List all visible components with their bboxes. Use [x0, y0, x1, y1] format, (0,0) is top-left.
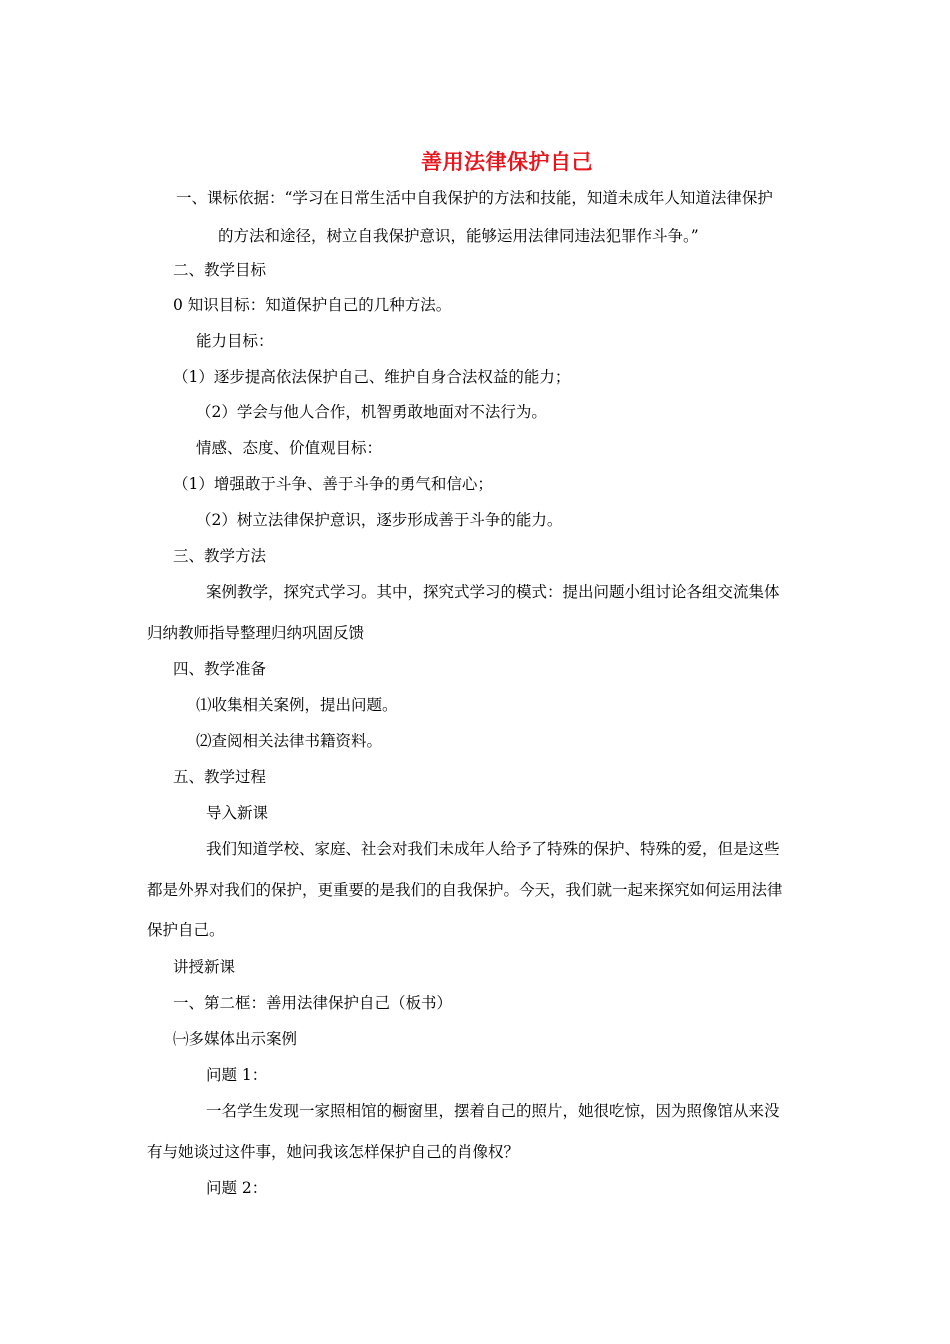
text-line: 问题 2： [206, 1179, 268, 1197]
text-line: 都是外界对我们的保护，更重要的是我们的自我保护。今天，我们就一起来探究如何运用法律 [147, 881, 783, 899]
text-line: 保护自己。 [147, 921, 225, 939]
text-line: 讲授新课 [173, 958, 236, 976]
text-line: 案例教学，探究式学习。其中，探究式学习的模式：提出问题小组讨论各组交流集体 [206, 583, 780, 601]
section-heading: 二、教学目标 [173, 261, 267, 279]
text-line: ⑵查阅相关法律书籍资料。 [196, 732, 383, 750]
section-heading: 五、教学过程 [173, 768, 267, 786]
text-line: （2）学会与他人合作，机智勇敢地面对不法行为。 [196, 403, 547, 421]
section-heading: 四、教学准备 [173, 660, 267, 678]
text-line: （1）逐步提高依法保护自己、维护自身合法权益的能力； [173, 368, 571, 386]
text-line: 一、课标依据：“学习在日常生活中自我保护的方法和技能，知道未成年人知道法律保护 [176, 189, 773, 207]
text-line: 问题 1： [206, 1066, 268, 1084]
text-line: 导入新课 [206, 804, 269, 822]
text-line: ⑴收集相关案例，提出问题。 [196, 696, 398, 714]
document-title: 善用法律保护自己 [421, 149, 593, 174]
text-line: 我们知道学校、家庭、社会对我们未成年人给予了特殊的保护、特殊的爱，但是这些 [206, 840, 780, 858]
text-line: （2）树立法律保护意识，逐步形成善于斗争的能力。 [196, 511, 563, 529]
text-line: 0 知识目标：知道保护自己的几种方法。 [173, 296, 452, 314]
section-heading: 三、教学方法 [173, 547, 267, 565]
text-line: （1）增强敢于斗争、善于斗争的勇气和信心； [173, 475, 493, 493]
text-line: 情感、态度、价值观目标： [196, 439, 383, 457]
text-line: ㈠多媒体出示案例 [173, 1030, 298, 1048]
text-line: 的方法和途径，树立自我保护意识，能够运用法律同违法犯罪作斗争。” [218, 227, 699, 245]
text-line: 一名学生发现一家照相馆的橱窗里，摆着自己的照片，她很吃惊，因为照像馆从来没 [206, 1102, 780, 1120]
text-line: 归纳教师指导整理归纳巩固反馈 [147, 624, 365, 642]
text-line: 有与她谈过这件事，她问我该怎样保护自己的肖像权？ [147, 1143, 520, 1161]
text-line: 一、第二框：善用法律保护自己（板书） [173, 994, 453, 1012]
text-line: 能力目标： [196, 332, 274, 350]
